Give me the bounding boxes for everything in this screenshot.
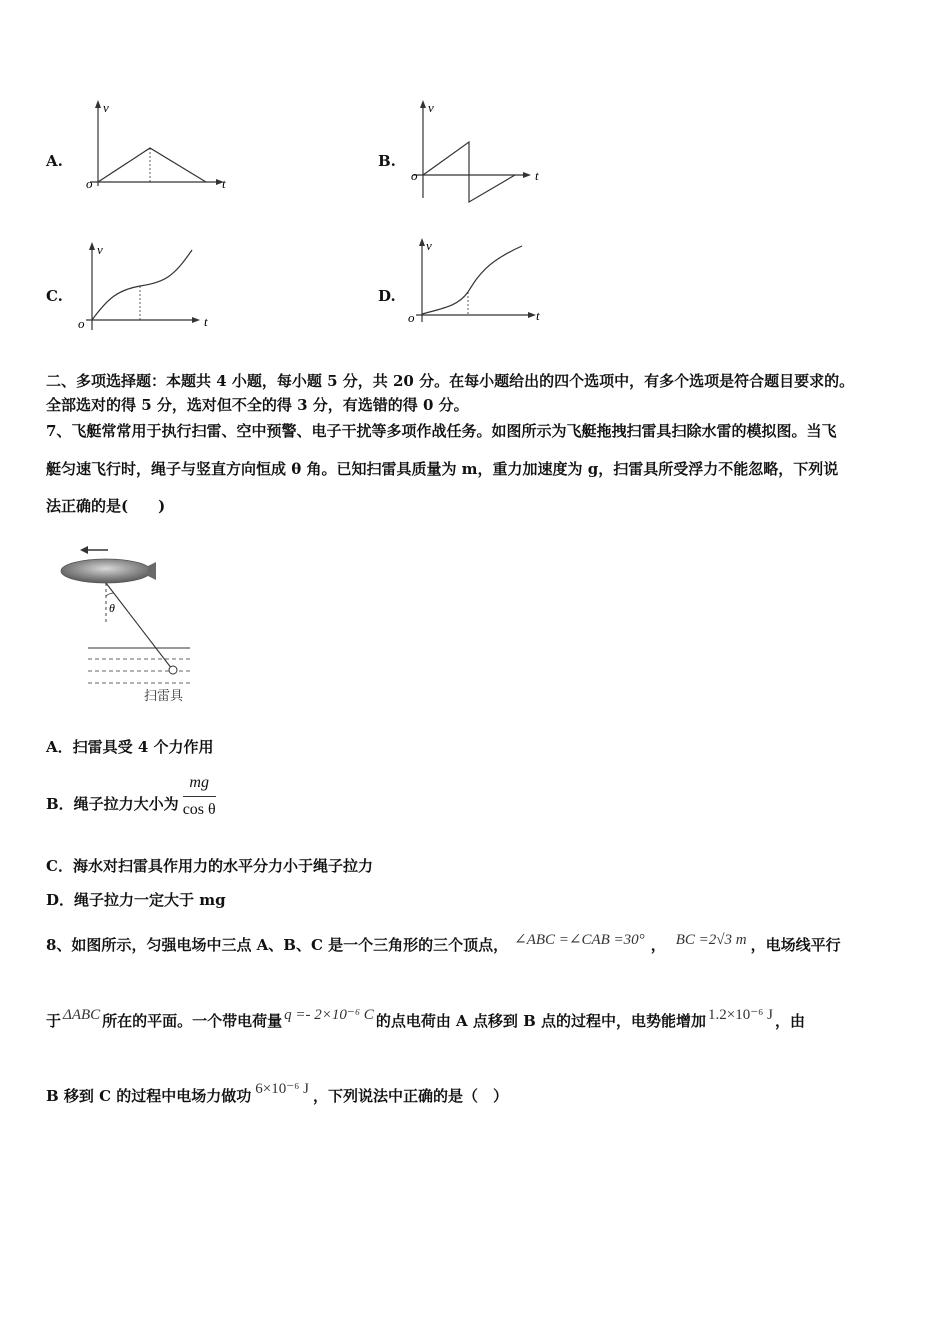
q8-stem-3a: B 移到 C 的过程中电场力做功 <box>46 1087 252 1105</box>
q7-option-c: C．海水对扫雷具作用力的水平分力小于绳子拉力 <box>46 857 373 875</box>
graph-c <box>74 238 234 338</box>
x-arrow <box>528 312 536 318</box>
q7-stem-3: 法正确的是( ) <box>46 497 166 515</box>
origin: o <box>86 176 93 191</box>
y-arrow <box>89 242 95 250</box>
origin: o <box>408 310 415 325</box>
angle-arc <box>106 593 114 596</box>
axis-t: t <box>535 168 539 183</box>
axis-t: t <box>222 176 226 191</box>
q8-comma: ， <box>650 936 666 954</box>
q8-line-3 <box>46 1081 509 1108</box>
option-d-label: D. <box>378 287 396 305</box>
q8-line-2 <box>46 1007 805 1033</box>
y-arrow <box>420 100 426 108</box>
work-done: 6×10⁻⁶ J <box>255 1081 309 1097</box>
y-arrow <box>95 100 101 108</box>
graph-line <box>98 148 206 182</box>
q8-stem-1b: ，电场线平行 <box>750 936 841 954</box>
device-label: 扫雷具 <box>144 688 184 703</box>
direction-arrow-head <box>80 546 88 554</box>
q8-stem-2d: ，由 <box>774 1012 805 1030</box>
q7-stem-1: 7、飞艇常常用于执行扫雷、空中预警、电子干扰等多项作战任务。如图所示为飞艇拖拽扫雷具扫除水雷的模拟图。当飞 <box>46 422 837 440</box>
fraction-denominator: cos θ <box>182 801 216 818</box>
section2-scoring: 全部选对的得 5 分，选对但不全的得 3 分，有选错的得 0 分。 <box>46 396 469 414</box>
axis-v: v <box>426 238 432 253</box>
airship <box>61 559 151 583</box>
option-c-label: C. <box>46 287 63 305</box>
q8-stem-3b: ，下列说法中正确的是（ ） <box>313 1087 509 1105</box>
bc-length: BC =2√3 m <box>675 932 747 948</box>
x-arrow <box>523 172 531 178</box>
origin: o <box>78 316 85 331</box>
q7-option-d: D．绳子拉力一定大于 mg <box>46 891 226 909</box>
q8-stem-1a: 8、如图所示，匀强电场中三点 A、B、C 是一个三角形的三个顶点， <box>46 936 509 954</box>
graph-line <box>422 246 522 314</box>
axis-v: v <box>97 242 103 257</box>
energy-increase: 1.2×10⁻⁶ J <box>708 1007 773 1023</box>
axis-t: t <box>204 314 208 329</box>
graph-line <box>423 142 515 202</box>
fraction-numerator: mg <box>183 772 216 797</box>
option-a-label: A. <box>46 152 63 170</box>
angle-equation: ∠ABC =∠CAB =30° <box>514 932 645 948</box>
section2-heading: 二、多项选择题：本题共 4 小题，每小题 5 分，共 20 分。在每小题给出的四个选项中，有多个选项是符合题目要求的。 <box>46 372 855 390</box>
option-b-label: B. <box>378 152 396 170</box>
y-arrow <box>419 238 425 246</box>
axis-t: t <box>536 308 540 323</box>
triangle-abc: ΔABC <box>63 1007 101 1023</box>
graph-d <box>404 236 554 332</box>
x-arrow <box>192 317 200 323</box>
q8-stem-2c: 的点电荷由 A 点移到 B 点的过程中，电势能增加 <box>375 1012 707 1030</box>
origin: o <box>411 168 418 183</box>
airship-figure <box>52 538 212 706</box>
q7-stem-2: 艇匀速飞行时，绳子与竖直方向恒成 θ 角。已知扫雷具质量为 m，重力加速度为 g，扫雷具所受浮力不能忽略，下列说 <box>46 460 839 478</box>
q7-option-b <box>46 772 216 821</box>
q8-line-1 <box>46 934 841 957</box>
q8-stem-2b: 所在的平面。一个带电荷量 <box>102 1012 283 1030</box>
rope <box>106 583 172 669</box>
graph-a <box>80 96 240 196</box>
fraction-mg-over-cos <box>183 772 216 821</box>
angle-theta: θ <box>109 601 115 615</box>
graph-b <box>405 98 555 208</box>
minesweeper-device <box>169 666 177 674</box>
charge-q: q =- 2×10⁻⁶ C <box>284 1007 374 1023</box>
airship-tail <box>148 562 156 580</box>
q8-stem-2a: 于 <box>46 1012 62 1030</box>
q7-option-a: A．扫雷具受 4 个力作用 <box>46 738 214 756</box>
q7-option-b-text: B．绳子拉力大小为 <box>46 794 179 813</box>
graph-line <box>92 250 192 320</box>
axis-v: v <box>428 100 434 115</box>
axis-v: v <box>103 100 109 115</box>
